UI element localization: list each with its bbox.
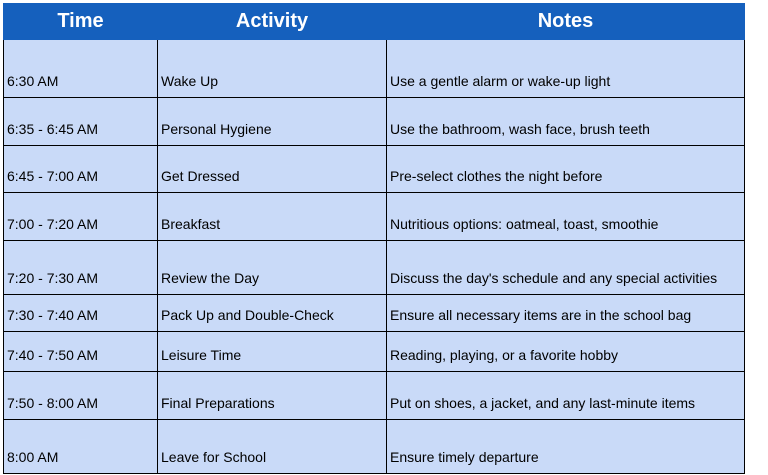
cell-notes: Reading, playing, or a favorite hobby xyxy=(387,332,745,372)
header-row xyxy=(4,4,745,40)
cell-notes: Ensure timely departure xyxy=(387,420,745,474)
cell-time: 6:35 - 6:45 AM xyxy=(4,98,158,146)
table-row xyxy=(4,295,745,332)
cell-activity: Final Preparations xyxy=(158,372,387,420)
cell-time: 6:45 - 7:00 AM xyxy=(4,146,158,193)
header-time: Time xyxy=(4,4,158,40)
cell-time: 7:20 - 7:30 AM xyxy=(4,241,158,295)
cell-activity: Get Dressed xyxy=(158,146,387,193)
cell-notes: Use a gentle alarm or wake-up light xyxy=(387,40,745,98)
cell-notes: Nutritious options: oatmeal, toast, smoothie xyxy=(387,193,745,241)
cell-activity: Wake Up xyxy=(158,40,387,98)
cell-activity: Leisure Time xyxy=(158,332,387,372)
cell-notes: Discuss the day's schedule and any special activities xyxy=(387,241,745,295)
cell-time: 7:50 - 8:00 AM xyxy=(4,372,158,420)
cell-time: 7:00 - 7:20 AM xyxy=(4,193,158,241)
cell-notes: Use the bathroom, wash face, brush teeth xyxy=(387,98,745,146)
cell-notes: Pre-select clothes the night before xyxy=(387,146,745,193)
table-row xyxy=(4,40,745,98)
cell-notes: Ensure all necessary items are in the school bag xyxy=(387,295,745,332)
schedule-table xyxy=(3,3,745,474)
table-row xyxy=(4,420,745,474)
table-row xyxy=(4,146,745,193)
cell-notes: Put on shoes, a jacket, and any last-minute items xyxy=(387,372,745,420)
cell-activity: Breakfast xyxy=(158,193,387,241)
cell-time: 7:40 - 7:50 AM xyxy=(4,332,158,372)
cell-time: 6:30 AM xyxy=(4,40,158,98)
cell-time: 7:30 - 7:40 AM xyxy=(4,295,158,332)
header-notes: Notes xyxy=(387,4,745,40)
cell-activity: Review the Day xyxy=(158,241,387,295)
table-row xyxy=(4,241,745,295)
table-row xyxy=(4,332,745,372)
header-activity: Activity xyxy=(158,4,387,40)
table-row xyxy=(4,372,745,420)
table-row xyxy=(4,193,745,241)
cell-activity: Pack Up and Double-Check xyxy=(158,295,387,332)
cell-time: 8:00 AM xyxy=(4,420,158,474)
cell-activity: Personal Hygiene xyxy=(158,98,387,146)
table-row xyxy=(4,98,745,146)
cell-activity: Leave for School xyxy=(158,420,387,474)
